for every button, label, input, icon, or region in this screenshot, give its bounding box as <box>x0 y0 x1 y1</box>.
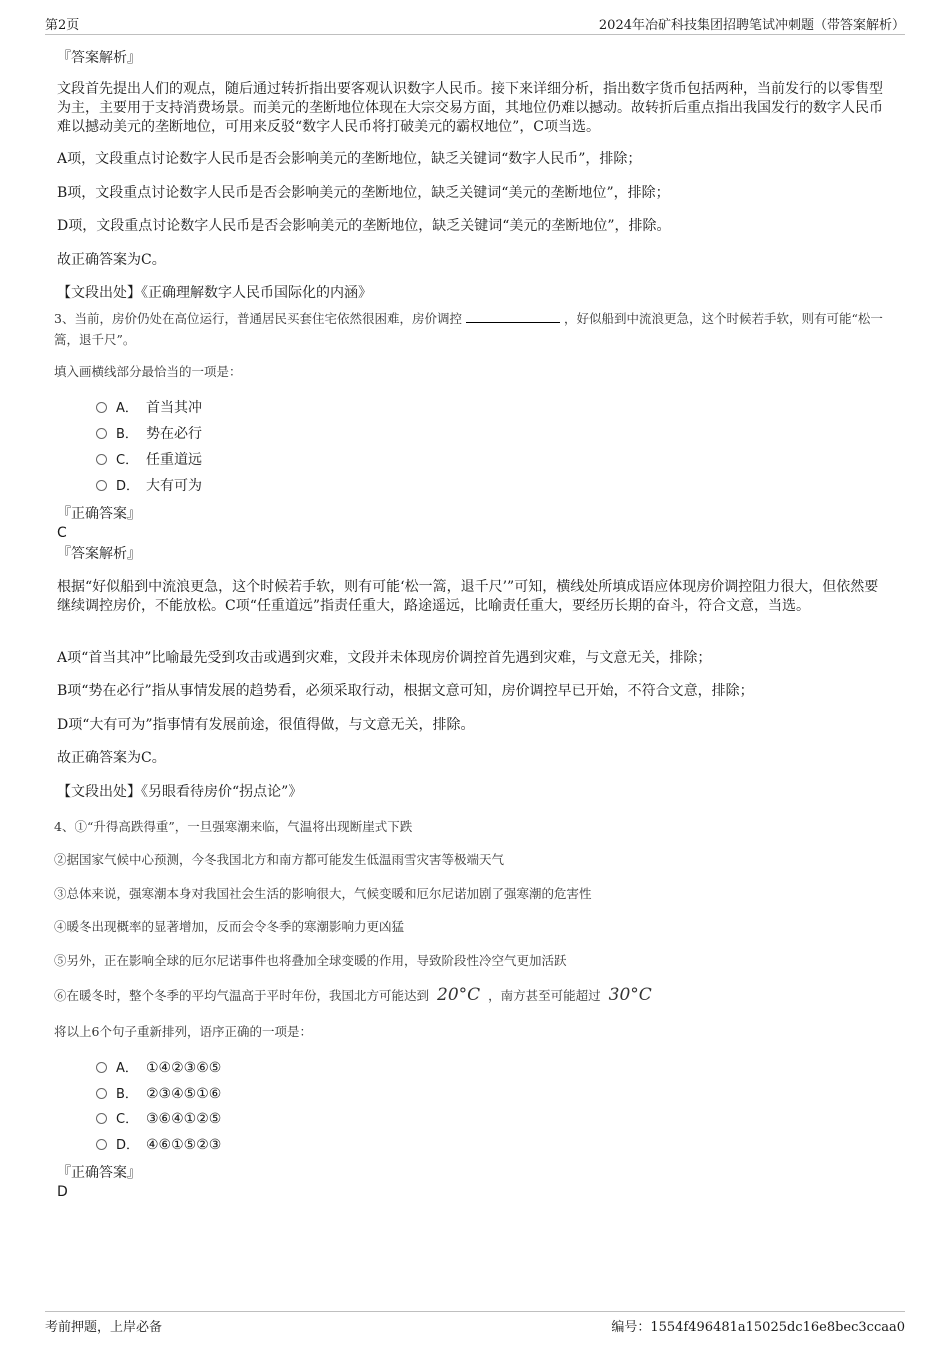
sentence-4: ④暖冬出现概率的显著增加，反而会令冬季的寒潮影响力更凶猛 <box>54 919 405 934</box>
page-number: 第2页 <box>45 18 80 33</box>
question-3-prompt: 填入画横线部分最恰当的一项是： <box>54 364 242 379</box>
analysis-label: 『答案解析』 <box>57 50 141 66</box>
correct-answer-value: C <box>57 525 67 541</box>
radio-icon[interactable] <box>96 1113 107 1124</box>
radio-icon[interactable] <box>96 454 107 465</box>
analysis-paragraph: 文段首先提出人们的观点，随后通过转折指出要客观认识数字人民币。接下来详细分析，指出数字货币包括两种，当前发行的以零售型为主，主要用于支持消费场景。而美元的垄断地位体现在大宗交易方面，其地位仍难以撼动。故转折后重点指出我国发行的数字人民币难以撼动美元的垄断地位，可用来反驳“数字人民币将打破美元的霸权地位”，C项当选。 <box>57 81 883 135</box>
analysis-option-d: D项，文段重点讨论数字人民币是否会影响美元的垄断地位，缺乏关键词“美元的垄断地位”，排除。 <box>57 218 671 234</box>
radio-icon[interactable] <box>96 480 107 491</box>
conclusion: 故正确答案为C。 <box>57 750 166 766</box>
q3-option-b[interactable]: B． 势在必行 <box>96 425 202 444</box>
document-title: 2024年冶矿科技集团招聘笔试冲刺题（带答案解析） <box>598 18 905 33</box>
question-4-prompt: 将以上6个句子重新排列，语序正确的一项是： <box>54 1024 312 1039</box>
question-3-text: 3、当前，房价仍处在高位运行，普通居民买套住宅依然很困难，房价调控 ，好似船到中流浪更急，这个时候若手软，则有可能“松一篙，退千尺”。 <box>54 311 883 347</box>
temperature-value: 20°C <box>437 985 481 1005</box>
temperature-value: 30°C <box>608 985 652 1005</box>
sentence-2: ②据国家气候中心预测，今冬我国北方和南方都可能发生低温雨雪灾害等极端天气 <box>54 852 505 867</box>
analysis-option-a: A项“首当其冲”比喻最先受到攻击或遇到灾难，文段并未体现房价调控首先遇到灾难，与文意无关，排除； <box>57 650 712 666</box>
analysis-option-b: B项，文段重点讨论数字人民币是否会影响美元的垄断地位，缺乏关键词“美元的垄断地位”，排除； <box>57 185 670 201</box>
sentence-6: ⑥在暖冬时，整个冬季的平均气温高于平时年份，我国北方可能达到 20°C ，南方甚至可能超过 30°C <box>54 985 652 1005</box>
q4-option-b[interactable]: B． ②③④⑤①⑥ <box>96 1085 221 1104</box>
radio-icon[interactable] <box>96 1088 107 1099</box>
conclusion: 故正确答案为C。 <box>57 252 166 268</box>
analysis-option-a: A项，文段重点讨论数字人民币是否会影响美元的垄断地位，缺乏关键词“数字人民币”，排除； <box>57 151 642 167</box>
analysis-paragraph: 根据“好似船到中流浪更急，这个时候若手软，则有可能‘松一篙，退千尺’”可知，横线处所填成语应体现房价调控阻力很大，但依然要继续调控房价，不能放松。C项“任重道远”指责任重大，路途遥远，比喻责任重大，要经历长期的奋斗，符合文意，当选。 <box>57 579 879 614</box>
source-citation: 【文段出处】《另眼看待房价“拐点论”》 <box>57 784 303 800</box>
sentence-1: 4、①“升得高跌得重”，一旦强寒潮来临，气温将出现断崖式下跌 <box>54 819 413 834</box>
q4-option-c[interactable]: C． ③⑥④①②⑤ <box>96 1110 221 1129</box>
footer-slogan: 考前押题，上岸必备 <box>45 1320 163 1335</box>
analysis-option-d: D项“大有可为”指事情有发展前途，很值得做，与文意无关，排除。 <box>57 717 475 733</box>
page-header <box>45 14 905 35</box>
fill-blank <box>466 310 560 323</box>
radio-icon[interactable] <box>96 1062 107 1073</box>
analysis-label: 『答案解析』 <box>57 546 141 562</box>
correct-answer-value: D <box>57 1184 68 1200</box>
correct-answer-label: 『正确答案』 <box>57 506 141 522</box>
q4-option-d[interactable]: D． ④⑥①⑤②③ <box>96 1136 221 1155</box>
q3-option-c[interactable]: C． 任重道远 <box>96 451 202 470</box>
document-id: 编号：1554f496481a15025dc16e8bec3ccaa0 <box>611 1320 905 1335</box>
radio-icon[interactable] <box>96 402 107 413</box>
q3-option-d[interactable]: D． 大有可为 <box>96 477 202 496</box>
q3-option-a[interactable]: A． 首当其冲 <box>96 399 202 418</box>
correct-answer-label: 『正确答案』 <box>57 1165 141 1181</box>
radio-icon[interactable] <box>96 428 107 439</box>
sentence-5: ⑤另外，正在影响全球的厄尔尼诺事件也将叠加全球变暖的作用，导致阶段性冷空气更加活跃 <box>54 953 567 968</box>
analysis-option-b: B项“势在必行”指从事情发展的趋势看，必须采取行动，根据文意可知，房价调控早已开始，不符合文意，排除； <box>57 683 754 699</box>
q4-option-a[interactable]: A． ①④②③⑥⑤ <box>96 1059 221 1078</box>
radio-icon[interactable] <box>96 1139 107 1150</box>
page-footer <box>45 1311 905 1336</box>
sentence-3: ③总体来说，强寒潮本身对我国社会生活的影响很大，气候变暖和厄尔尼诺加剧了强寒潮的危害性 <box>54 886 592 901</box>
source-citation: 【文段出处】《正确理解数字人民币国际化的内涵》 <box>57 285 372 301</box>
